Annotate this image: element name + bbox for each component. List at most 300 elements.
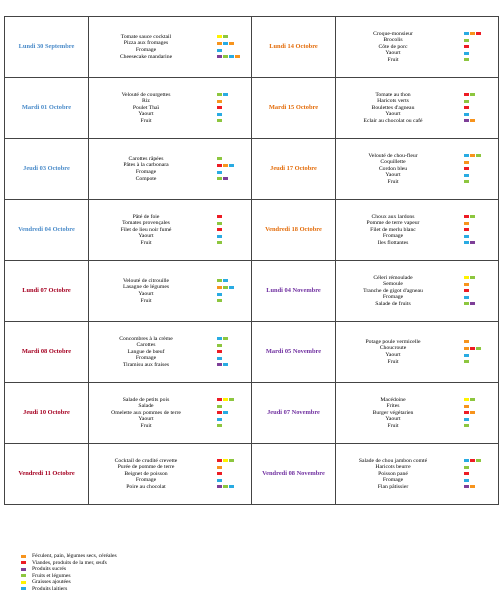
dish-name: Tiramisu aux fraises [122, 361, 170, 368]
dish-item [91, 291, 201, 298]
dish-cell [336, 17, 499, 78]
dish-list [91, 336, 201, 369]
food-group-tag-fruits_legumes [223, 485, 228, 488]
dish-name: Fruit [140, 297, 152, 304]
dish-item [91, 458, 201, 465]
dish-cell [336, 383, 499, 444]
food-group-tag-laitier [223, 279, 228, 282]
food-group-tags [464, 154, 481, 157]
dish-item [91, 410, 201, 417]
dish-item [91, 298, 201, 305]
legend-label: Produits laitiers [32, 585, 68, 592]
food-group-tag-fruits_legumes [464, 360, 469, 363]
dish-item [338, 352, 448, 359]
food-group-tag-laitier [217, 479, 222, 482]
food-group-tag-laitier [217, 418, 222, 421]
dish-name: Velouté de chou-fleur [368, 152, 418, 159]
menu-row [5, 200, 499, 261]
food-group-tag-viande [464, 106, 469, 109]
food-group-tag-fruits_legumes [470, 93, 475, 96]
dish-cell [89, 322, 252, 383]
dish-name: Yaourt [138, 291, 154, 297]
food-group-tag-fruits_legumes [464, 424, 469, 427]
dish-item [91, 227, 201, 234]
legend-label: Fruits et légumes [32, 572, 71, 579]
dish-item [338, 220, 448, 227]
dish-item [338, 359, 448, 366]
dish-item [91, 169, 201, 176]
day-label: Vendredi 11 Octobre [5, 444, 89, 505]
dish-name: Flan pâtissier [377, 483, 409, 490]
dish-name: Coquillette [380, 159, 406, 166]
food-group-tag-viande [464, 472, 469, 475]
dish-item [338, 410, 448, 417]
dish-cell [336, 200, 499, 261]
dish-name: Fruit [387, 178, 399, 185]
dish-name: Semoule [383, 281, 403, 288]
food-group-tag-sucre [223, 177, 228, 180]
dish-list [338, 214, 448, 247]
dish-item [91, 105, 201, 112]
dish-name: Boulettes d'agneau [371, 104, 415, 111]
dish-item [338, 166, 448, 173]
food-group-tags [217, 411, 228, 414]
food-group-tags [464, 161, 469, 164]
food-group-tags [217, 235, 222, 238]
dish-item [338, 105, 448, 112]
dish-list [91, 458, 201, 491]
food-group-tag-feculent [470, 411, 475, 414]
dish-name: Filet de merlu blanc [370, 226, 416, 233]
food-group-tag-laitier [464, 354, 469, 357]
dish-item [338, 57, 448, 64]
dish-item [338, 423, 448, 430]
food-group-tags [464, 405, 469, 408]
dish-name: Compote [135, 175, 157, 182]
food-group-tags [217, 35, 228, 38]
dish-list [338, 92, 448, 125]
food-group-tag-feculent [464, 283, 469, 286]
food-group-tag-fruits_legumes [464, 466, 469, 469]
dish-item [338, 294, 448, 301]
food-group-tag-viande [476, 32, 481, 35]
dish-item [338, 50, 448, 57]
food-group-tags [464, 360, 469, 363]
dish-name: Fromage [382, 233, 404, 240]
dish-item [91, 111, 201, 118]
dish-cell [89, 383, 252, 444]
food-group-tags [464, 180, 469, 183]
food-group-tags [217, 113, 222, 116]
food-group-tag-viande [464, 289, 469, 292]
food-group-tag-feculent [464, 340, 469, 343]
food-group-tags [464, 340, 469, 343]
food-group-tag-fruits_legumes [217, 344, 222, 347]
dish-name: Croque-monsieur [373, 30, 413, 37]
dish-item [91, 416, 201, 423]
day-label: Mardi 01 Octobre [5, 78, 89, 139]
dish-item [91, 477, 201, 484]
food-group-tag-graisse [464, 398, 469, 401]
dish-name: Eclair au chocolat ou café [363, 117, 423, 124]
food-group-tags [217, 350, 222, 353]
food-group-tag-graisse [223, 398, 228, 401]
food-group-tag-viande [470, 347, 475, 350]
food-group-tags [217, 164, 234, 167]
food-group-tags [217, 293, 222, 296]
food-group-tag-fruits_legumes [223, 35, 228, 38]
dish-item [91, 362, 201, 369]
food-group-tag-sucre [470, 241, 475, 244]
food-group-tags [464, 52, 469, 55]
food-group-tag-laitier [464, 235, 469, 238]
food-group-tags [464, 424, 469, 427]
food-group-tags [217, 357, 222, 360]
dish-name: Yaourt [385, 50, 401, 57]
food-group-tags [217, 157, 222, 160]
day-label: Lundi 07 Octobre [5, 261, 89, 322]
dish-name: Purée de pomme de terre [117, 464, 175, 471]
dish-list [91, 156, 201, 182]
dish-name: Tranche de gigot d'agneau [363, 287, 423, 294]
food-group-tags [464, 222, 469, 225]
dish-list [91, 278, 201, 304]
dish-name: Iles flottantes [377, 239, 409, 246]
food-group-tags [217, 42, 234, 45]
food-group-tag-laitier [229, 485, 234, 488]
dish-name: Salade de petits pois [122, 396, 170, 403]
food-group-tag-feculent [470, 32, 475, 35]
legend-label: Graisses ajoutées [32, 579, 71, 585]
food-group-tag-viande [464, 411, 469, 414]
food-group-tag-fruits_legumes [464, 39, 469, 42]
dish-item [91, 484, 201, 491]
day-label: Vendredi 08 Novembre [252, 444, 336, 505]
food-group-tag-viande [217, 472, 222, 475]
dish-name: Haricots verts [377, 98, 409, 105]
food-group-tag-fruits_legumes [470, 398, 475, 401]
dish-name: Choux aux lardons [371, 213, 415, 220]
dish-list [91, 92, 201, 125]
food-group-tags [464, 235, 469, 238]
food-group-tags [217, 228, 222, 231]
dish-item [338, 403, 448, 410]
food-group-tag-fruits_legumes [464, 302, 469, 305]
food-group-tags [217, 279, 228, 282]
day-label: Jeudi 17 Octobre [252, 139, 336, 200]
food-group-tag-sucre [217, 55, 222, 58]
day-label: Mardi 08 Octobre [5, 322, 89, 383]
dish-name: Fruit [140, 117, 152, 124]
food-group-tags [464, 167, 469, 170]
food-group-tags [217, 472, 222, 475]
food-group-tag-feculent [464, 222, 469, 225]
dish-item [91, 233, 201, 240]
food-group-tags [464, 39, 469, 42]
food-group-tag-laitier [223, 93, 228, 96]
dish-item [91, 342, 201, 349]
legend-swatch-graisse [21, 581, 26, 584]
dish-name: Fruit [387, 358, 399, 365]
dish-item [91, 47, 201, 54]
dish-item [91, 220, 201, 227]
food-group-tag-sucre [470, 302, 475, 305]
food-group-tags [464, 32, 481, 35]
dish-cell [89, 78, 252, 139]
dish-item [91, 403, 201, 410]
dish-item [91, 464, 201, 471]
food-group-tag-sucre [464, 119, 469, 122]
day-label: Mardi 15 Octobre [252, 78, 336, 139]
dish-item [91, 156, 201, 163]
food-group-tag-feculent [217, 286, 222, 289]
legend-label: Produits sucrés [32, 566, 67, 572]
food-group-tag-feculent [217, 100, 222, 103]
legend-label: Féculent, pain, légumes secs, céréales [32, 553, 117, 559]
food-group-tag-laitier [464, 241, 469, 244]
food-group-tag-viande [464, 228, 469, 231]
food-group-tag-viande [470, 459, 475, 462]
food-group-tag-laitier [217, 357, 222, 360]
dish-name: Fruit [387, 56, 399, 63]
food-group-tags [217, 299, 222, 302]
food-group-tag-fruits_legumes [217, 177, 222, 180]
dish-item [338, 275, 448, 282]
dish-item [91, 397, 201, 404]
food-group-tags [464, 302, 475, 305]
food-group-tag-viande [217, 459, 222, 462]
dish-item [338, 471, 448, 478]
dish-cell [336, 78, 499, 139]
dish-name: Cheesecake mandarine [119, 53, 173, 60]
food-group-tag-sucre [217, 485, 222, 488]
dish-name: Côte de porc [378, 43, 408, 50]
menu-row [5, 139, 499, 200]
food-group-tag-fruits_legumes [223, 55, 228, 58]
menu-row [5, 322, 499, 383]
dish-name: Salade de fruits [375, 300, 411, 307]
dish-item [91, 162, 201, 169]
food-group-tags [217, 363, 228, 366]
dish-name: Poire au chocolat [126, 483, 166, 490]
dish-list [338, 397, 448, 430]
food-group-tag-feculent [235, 55, 240, 58]
food-group-tag-laitier [464, 52, 469, 55]
dish-name: Velouté de citrouille [122, 277, 170, 284]
food-group-tag-fruits_legumes [470, 215, 475, 218]
food-group-tag-fruits_legumes [464, 180, 469, 183]
dish-name: Macédoine [380, 396, 406, 403]
dish-cell [89, 200, 252, 261]
food-group-tag-laitier [217, 235, 222, 238]
food-group-tag-fruits_legumes [223, 286, 228, 289]
food-group-tags [464, 347, 481, 350]
food-group-tags [464, 296, 469, 299]
food-group-tag-laitier [217, 293, 222, 296]
day-label: Lundi 30 Septembre [5, 17, 89, 78]
food-group-tags [464, 113, 469, 116]
dish-item [338, 153, 448, 160]
food-group-tag-fruits_legumes [476, 154, 481, 157]
food-group-tags [464, 289, 469, 292]
dish-cell [89, 139, 252, 200]
dish-name: Yaourt [138, 416, 154, 423]
food-group-tag-feculent [223, 164, 228, 167]
dish-name: Yaourt [138, 111, 154, 118]
dish-name: Brocolis [383, 37, 403, 44]
food-group-tags [464, 93, 475, 96]
food-group-tag-fruits_legumes [217, 119, 222, 122]
dish-cell [89, 261, 252, 322]
dish-item [338, 240, 448, 247]
food-group-tag-fruits_legumes [464, 58, 469, 61]
dish-cell [336, 322, 499, 383]
dish-item [338, 31, 448, 38]
dish-list [338, 31, 448, 64]
food-group-tag-fruits_legumes [217, 93, 222, 96]
dish-item [91, 240, 201, 247]
food-group-tag-viande [217, 228, 222, 231]
dish-name: Carottes râpées [128, 155, 164, 162]
dish-item [91, 284, 201, 291]
dish-name: Pomme de terre vapeur [366, 220, 420, 227]
dish-name: Salade de chou jambon comté [358, 457, 428, 464]
dish-item [338, 288, 448, 295]
dish-name: Yaourt [138, 233, 154, 240]
menu-table [4, 16, 499, 505]
legend-item [21, 586, 117, 593]
dish-item [338, 159, 448, 166]
food-group-tags [464, 45, 469, 48]
food-group-tags [464, 479, 469, 482]
food-group-tags [217, 215, 222, 218]
dish-item [91, 54, 201, 61]
dish-item [91, 355, 201, 362]
food-group-tag-viande [464, 215, 469, 218]
menu-row [5, 78, 499, 139]
dish-item [338, 281, 448, 288]
food-group-tag-feculent [470, 154, 475, 157]
dish-name: Fromage [382, 294, 404, 301]
food-group-tag-laitier [229, 164, 234, 167]
dish-item [338, 44, 448, 51]
dish-cell [336, 139, 499, 200]
food-group-tag-viande [217, 350, 222, 353]
food-group-tag-viande [464, 45, 469, 48]
food-group-tag-laitier [464, 113, 469, 116]
legend-swatch-viande [21, 561, 26, 564]
food-group-tags [464, 100, 469, 103]
food-group-tag-graisse [464, 276, 469, 279]
dish-list [91, 397, 201, 430]
dish-list [338, 339, 448, 365]
dish-item [338, 397, 448, 404]
day-label: Mardi 05 Novembre [252, 322, 336, 383]
food-group-tag-viande [464, 93, 469, 96]
dish-item [338, 214, 448, 221]
dish-name: Burger végétarien [372, 409, 414, 416]
food-group-tag-viande [217, 106, 222, 109]
food-group-tag-viande [217, 411, 222, 414]
dish-item [338, 345, 448, 352]
dish-item [338, 458, 448, 465]
food-group-tag-laitier [223, 411, 228, 414]
food-group-tag-viande [217, 398, 222, 401]
food-group-tag-feculent [229, 42, 234, 45]
food-group-tags [217, 418, 222, 421]
day-label: Lundi 04 Novembre [252, 261, 336, 322]
dish-name: Omelette aux pommes de terre [111, 409, 181, 416]
food-group-tags [464, 354, 469, 357]
food-group-tags [217, 479, 222, 482]
food-group-tag-laitier [217, 49, 222, 52]
dish-name: Pizza aux fromages [123, 40, 169, 47]
food-group-tags [217, 49, 222, 52]
food-group-tag-laitier [229, 55, 234, 58]
dish-name: Salade [138, 403, 154, 410]
dish-name: Cordon bleu [378, 165, 408, 172]
legend-swatch-sucre [21, 568, 26, 571]
food-group-tag-fruits_legumes [470, 276, 475, 279]
dish-cell [336, 261, 499, 322]
dish-name: Fruit [387, 422, 399, 429]
dish-list [91, 34, 201, 60]
dish-item [91, 278, 201, 285]
day-label: Jeudi 10 Octobre [5, 383, 89, 444]
food-group-tags [217, 100, 222, 103]
menu-row [5, 444, 499, 505]
food-group-tags [217, 55, 240, 58]
day-label: Vendredi 04 Octobre [5, 200, 89, 261]
dish-item [91, 176, 201, 183]
legend-label: Viandes, produits de la mer, œufs [32, 559, 107, 566]
menu-row [5, 261, 499, 322]
food-group-tags [464, 472, 469, 475]
legend-swatch-fruits_legumes [21, 574, 26, 577]
dish-name: Carottes [136, 342, 156, 349]
dish-name: Frites [386, 403, 400, 410]
food-group-tags [464, 411, 475, 414]
dish-cell [89, 17, 252, 78]
dish-item [338, 179, 448, 186]
food-group-tag-laitier [464, 418, 469, 421]
day-label: Jeudi 03 Octobre [5, 139, 89, 200]
dish-name: Cocktail de crudité crevette [114, 457, 178, 464]
dish-name: Choucroute [379, 345, 407, 352]
dish-item [91, 40, 201, 47]
food-group-tag-viande [217, 164, 222, 167]
food-group-tags [217, 405, 222, 408]
dish-item [338, 233, 448, 240]
dish-name: Velouté de courgettes [121, 91, 171, 98]
legend-swatch-laitier [21, 587, 26, 590]
food-group-tags [217, 241, 222, 244]
menu-row [5, 383, 499, 444]
menu-table-body [5, 17, 499, 505]
food-group-tag-feculent [464, 161, 469, 164]
dish-item [338, 339, 448, 346]
food-group-tag-laitier [464, 459, 469, 462]
dish-name: Céleri rémoulade [373, 274, 413, 281]
food-group-tags [464, 228, 469, 231]
dish-name: Potage poule vermicelle [365, 338, 421, 345]
food-group-tag-fruits_legumes [223, 337, 228, 340]
dish-name: Haricots beurre [375, 464, 411, 471]
dish-name: Yaourt [385, 416, 401, 423]
dish-item [338, 92, 448, 99]
dish-item [91, 423, 201, 430]
dish-item [91, 98, 201, 105]
